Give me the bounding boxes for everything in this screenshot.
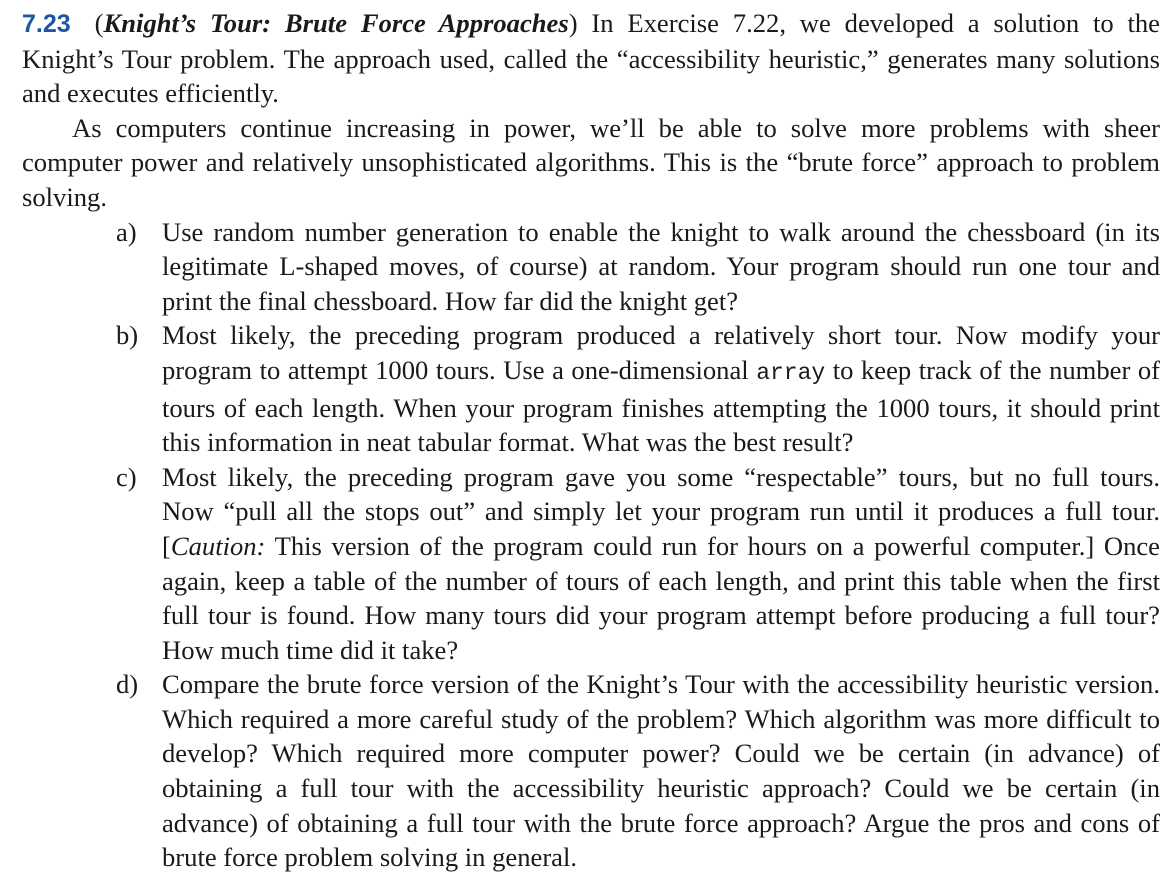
item-text-b-after: to keep track of the number of tours of each length. When your program finishes attempting the 1000 tours, it should print this information in neat tabular format. What was the best result? — [162, 354, 1160, 458]
exercise-intro-paragraph — [22, 6, 1160, 111]
item-text-c-before: Most likely, the preceding program gave you some “respectable” tours, but no full tours. Now “pull all the stops out” and simply let your program run until it produces a full tour. [ — [162, 461, 1160, 561]
item-label-c: c) — [116, 461, 137, 492]
exercise-item-d — [22, 667, 1160, 875]
item-text-c-after: This version of the program could run for hours on a powerful computer.] Once again, keep a table of the number of tours of each length, and print this table when the first full tour is found. How many tours did your program attempt before producing a full tour? How much time did it take? — [162, 530, 1160, 665]
exercise-item-c — [22, 460, 1160, 668]
item-label-a: a) — [116, 216, 137, 247]
item-caution-label: Caution: — [170, 530, 266, 561]
item-label-d: d) — [116, 669, 139, 700]
exercise-title-open: ( — [94, 8, 104, 38]
exercise-items — [22, 215, 1160, 875]
exercise-number: 7.23 — [22, 10, 71, 38]
exercise-title: Knight’s Tour: Brute Force Approaches — [103, 8, 569, 38]
exercise-intro-text: In Exercise 7.22, we developed a solution to the Knight’s Tour problem. The approach used, called the “accessibility heuristic,” generates many solutions and executes efficiently. — [22, 8, 1160, 109]
exercise-item-b — [22, 318, 1160, 459]
item-text-b-before: Most likely, the preceding program produced a relatively short tour. Now modify your program to attempt 1000 tours. Use a one-dimensional — [162, 320, 1160, 385]
item-text-a: Use random number generation to enable the knight to walk around the chessboard (in its legitimate L-shaped moves, of course) at random. Your program should run one tour and print the final chessboard. How far did the knight get? — [162, 216, 1160, 316]
exercise-title-close: ) — [568, 8, 578, 38]
item-label-b: b) — [116, 320, 139, 351]
exercise-item-a — [22, 215, 1160, 319]
item-code-array: array — [756, 359, 826, 386]
exercise-paragraph-2: As computers continue increasing in power, we’ll be able to solve more problems with sheer computer power and relatively unsophisticated algorithms. This is the “brute force” approach to problem solving. — [22, 112, 1160, 212]
item-text-d: Compare the brute force version of the Knight’s Tour with the accessibility heuristic version. Which required a more careful study of the problem? Which algorithm was more difficult to develop? Which required more computer power? Could we be certain (in advance) of obtaining a full tour with the accessibility heuristic approach? Could we be certain (in advance) of obtaining a full tour with the brute force approach? Argue the pros and cons of brute force problem solving in general. — [162, 669, 1160, 873]
